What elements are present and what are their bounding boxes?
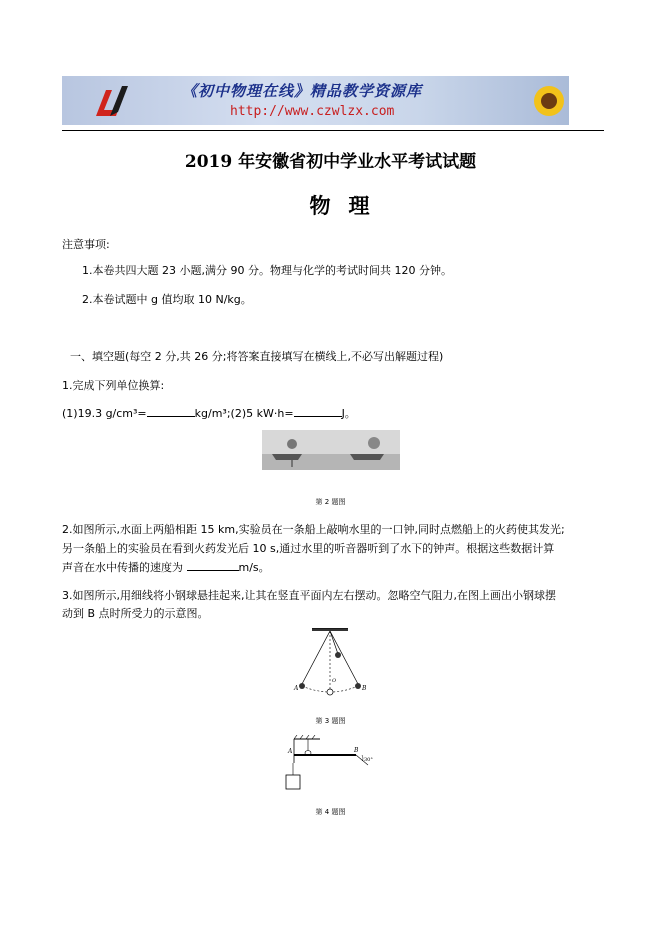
fig4-label-b: B: [354, 747, 359, 754]
sunflower-icon: [532, 84, 566, 118]
question-3-line-2: 动到 B 点时所受力的示意图。: [62, 607, 209, 620]
header-divider: [62, 130, 604, 131]
notice-item-1: 1.本卷共四大题 23 小题,满分 90 分。物理与化学的考试时间共 120 分钟。: [82, 264, 452, 277]
notice-item-2: 2.本卷试题中 g 值均取 10 N/kg。: [82, 293, 252, 306]
answer-blank: [294, 405, 342, 417]
answer-blank: [187, 559, 239, 571]
q2-part-a: 声音在水中传播的速度为: [62, 561, 183, 574]
question-2-line-3: [62, 559, 270, 575]
question-2-line-1: 2.如图所示,水面上两船相距 15 km,实验员在一条船上敲响水里的一口钟,同时点燃船上的火药使其发光;: [62, 523, 565, 536]
q1-part-b: kg/m³;(2)5 kW·h=: [194, 407, 294, 420]
fig3-label-b: B: [362, 685, 367, 692]
question-3-line-1: 3.如图所示,用细线将小钢球悬挂起来,让其在竖直平面内左右摆动。忽略空气阻力,在图上画出小钢球摆: [62, 589, 556, 602]
question-1-blanks: [62, 405, 356, 421]
header-banner: [62, 76, 569, 125]
question-2-line-2: 另一条船上的实验员在看到火药发光后 10 s,通过水里的听音器听到了水下的钟声。根据这些数据计算: [62, 542, 555, 555]
figure-4-caption: 第 4 题图: [315, 808, 346, 816]
banner-url: http://www.czwlzx.com: [230, 104, 395, 119]
figure-2-caption: 第 2 题图: [315, 498, 346, 506]
section-heading: 一、填空题(每空 2 分,共 26 分;将答案直接填写在横线上,不必写出解题过程): [70, 350, 444, 363]
figure-3-caption: 第 3 题图: [315, 717, 346, 725]
fig4-label-angle: 30°: [364, 757, 373, 763]
fig3-label-o: O: [332, 678, 337, 684]
figure-2-boats: [262, 430, 400, 470]
fig4-label-a: A: [288, 748, 293, 755]
subject-title: 物理: [309, 193, 388, 218]
question-1: 1.完成下列单位换算:: [62, 379, 165, 392]
q2-part-b: m/s。: [238, 561, 270, 574]
site-logo-icon: [92, 82, 132, 120]
exam-title: 2019 年安徽省初中学业水平考试试题: [184, 152, 477, 172]
figure-4-lever: [280, 735, 380, 795]
answer-blank: [147, 405, 195, 417]
banner-title: 《初中物理在线》精品教学资源库: [182, 82, 423, 100]
q1-part-a: (1)19.3 g/cm³=: [62, 407, 147, 420]
figure-3-pendulum: [290, 628, 370, 698]
fig3-label-a: A: [294, 685, 299, 692]
q1-part-c: J。: [341, 407, 356, 420]
notice-heading: 注意事项:: [62, 238, 110, 251]
